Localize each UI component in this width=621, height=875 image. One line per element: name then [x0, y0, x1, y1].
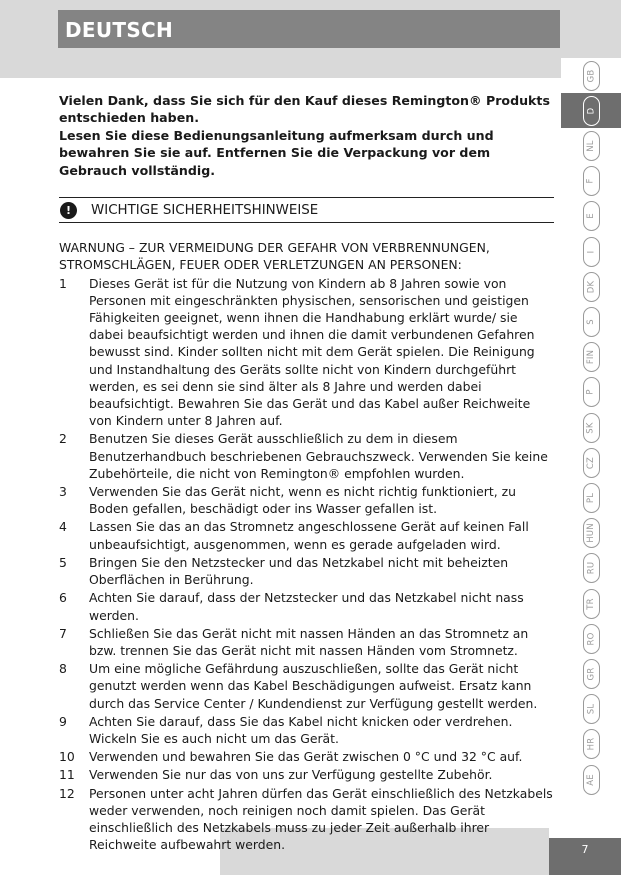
safety-list — [59, 275, 554, 854]
language-tab-d[interactable] — [561, 93, 621, 128]
language-tab-strip — [561, 58, 621, 838]
warning-icon: ! — [60, 202, 77, 219]
safety-item-text: Achten Sie darauf, dass Sie das Kabel nicht knicken oder verdrehen. Wickeln Sie es auch nicht um das Gerät. — [89, 713, 513, 746]
language-tab-label: CZ — [585, 456, 596, 469]
language-tab-oval — [583, 377, 600, 407]
language-tab-oval — [583, 307, 600, 337]
language-tab-dk[interactable] — [568, 269, 614, 304]
language-tab-label: HUN — [586, 523, 597, 543]
language-tab-label: AE — [586, 773, 596, 786]
language-tab-oval — [583, 624, 600, 654]
language-tab-cz[interactable] — [568, 445, 614, 480]
safety-item-text: Verwenden und bewahren Sie das Gerät zwischen 0 °C und 32 °C auf. — [89, 749, 523, 765]
language-tab-pl[interactable] — [568, 480, 614, 515]
language-tab-ae[interactable] — [568, 762, 614, 797]
language-tab-oval — [583, 659, 600, 689]
language-tab-oval — [583, 61, 600, 91]
language-tab-label: E — [585, 213, 596, 220]
language-tab-s[interactable] — [568, 304, 614, 339]
safety-item — [59, 766, 554, 783]
language-tab-oval — [583, 553, 600, 583]
language-tab-i[interactable] — [568, 234, 614, 269]
intro-thanks: Vielen Dank, dass Sie sich für den Kauf dieses Remington® Produkts entschieden haben. — [59, 93, 550, 126]
language-tab-label: SL — [586, 703, 596, 715]
language-tab-oval — [583, 765, 600, 795]
safety-item-text: Um eine mögliche Gefährdung auszuschließen, sollte das Gerät nicht genutzt werden wenn das Kabel Beschädigungen aufweist. Ersatz kann durch das Service Center / Kundendienst zur Verfügung gestellt werden. — [89, 661, 538, 711]
language-tab-gr[interactable] — [568, 656, 614, 691]
safety-item-text: Bringen Sie den Netzstecker und das Netzkabel nicht mit beheizten Oberflächen in Berührung. — [89, 554, 509, 588]
language-tab-hun[interactable] — [568, 516, 614, 551]
safety-item — [59, 625, 554, 659]
language-tab-oval — [583, 413, 600, 443]
safety-item-number: 4 — [59, 519, 67, 535]
language-tab-hr[interactable] — [568, 727, 614, 762]
language-tab-ro[interactable] — [568, 621, 614, 656]
language-tab-label: RO — [586, 632, 596, 646]
language-tab-label: GB — [585, 69, 596, 82]
safety-item — [59, 430, 554, 482]
language-tab-label: PL — [585, 492, 596, 504]
safety-item — [59, 275, 554, 430]
safety-heading-text: WICHTIGE SICHERHEITSHINWEISE — [91, 203, 319, 219]
intro-instructions: Lesen Sie diese Bedienungsanleitung aufmerksam durch und bewahren Sie sie auf. Entfernen Sie die Verpackung vor dem Gebrauch vollständig. — [59, 127, 494, 178]
language-tab-oval — [583, 96, 600, 126]
safety-item — [59, 713, 554, 747]
language-tab-label: S — [585, 319, 596, 325]
language-tab-ru[interactable] — [568, 551, 614, 586]
safety-item — [59, 483, 554, 517]
language-tab-oval — [583, 272, 600, 302]
language-tab-label: SK — [586, 421, 596, 434]
language-tab-sl[interactable] — [568, 692, 614, 727]
language-tab-fin[interactable] — [568, 340, 614, 375]
safety-item-number: 8 — [59, 661, 67, 677]
safety-item-number: 11 — [59, 767, 75, 783]
safety-item-text: Benutzen Sie dieses Gerät ausschließlich zu dem in diesem Benutzerhandbuch beschriebenen Gebrauchszweck. Verwenden Sie keine Zubehörteile, die nicht von Remington® empfohlen wurden. — [89, 431, 548, 481]
safety-item-number: 3 — [59, 484, 67, 500]
safety-item-text: Dieses Gerät ist für die Nutzung von Kindern ab 8 Jahren sowie von Personen mit eingeschränkten physischen, sensorischen und geistigen Fähigkeiten geeignet, wenn ihnen die Handhabung erklärt wurde/ sie dabei beaufsichtigt werden und ihnen die damit verbundenen Gefahren bewusst sind. Kinder sollten nicht mit dem Gerät spielen. Die Reinigung und Instandhaltung des Geräts sollte nicht von Kindern durchgeführt werden, es sei denn sie sind älter als 8 Jahre und werden dabei beaufsichtigt. Bewahren Sie das Gerät und das Kabel außer Reichweite von Kindern unter 8 Jahren auf. — [89, 275, 535, 429]
safety-item-number: 1 — [59, 275, 67, 291]
language-tab-oval — [583, 201, 600, 231]
safety-item — [59, 554, 554, 588]
language-tab-tr[interactable] — [568, 586, 614, 621]
safety-item-text: Verwenden Sie nur das von uns zur Verfügung gestellte Zubehör. — [89, 767, 493, 783]
safety-item-text: Personen unter acht Jahren dürfen das Gerät einschließlich des Netzkabels weder verwenden, noch reinigen noch damit spielen. Das Gerät einschließlich des Netzkabels muss zu jeder Zeit außerhalb ihrer Reichweite aufbewahrt werden. — [89, 785, 553, 853]
language-tab-label: F — [586, 178, 596, 184]
language-title: DEUTSCH — [58, 10, 560, 48]
document-content — [59, 92, 554, 854]
language-tab-label: DK — [586, 280, 596, 293]
safety-item — [59, 660, 554, 712]
language-tab-label: I — [586, 250, 596, 253]
safety-item-number: 10 — [59, 749, 75, 765]
language-tab-oval — [583, 131, 600, 161]
language-tab-label: P — [585, 389, 596, 395]
language-tab-oval — [583, 694, 600, 724]
language-tab-f[interactable] — [568, 164, 614, 199]
language-tab-e[interactable] — [568, 199, 614, 234]
safety-item-number: 12 — [59, 785, 75, 801]
language-tab-oval — [583, 518, 600, 548]
language-tab-gb[interactable] — [568, 58, 614, 93]
language-tab-label: GR — [586, 667, 596, 681]
intro-block — [59, 92, 554, 179]
language-tab-sk[interactable] — [568, 410, 614, 445]
safety-item-text: Achten Sie darauf, dass der Netzstecker und das Netzkabel nicht nass werden. — [89, 590, 524, 623]
safety-item-text: Lassen Sie das an das Stromnetz angeschlossene Gerät auf keinen Fall unbeaufsichtigt, ausgenommen, wenn es gerade aufgeladen wird. — [89, 519, 529, 552]
language-tab-label: D — [586, 107, 596, 115]
safety-item — [59, 518, 554, 552]
warning-statement: WARNUNG – ZUR VERMEIDUNG DER GEFAHR VON VERBRENNUNGEN, STROMSCHLÄGEN, FEUER ODER VERLETZUNGEN AN PERSONEN: — [59, 240, 490, 273]
safety-item-number: 6 — [59, 590, 67, 606]
language-tab-oval — [583, 166, 600, 196]
safety-item-number: 5 — [59, 554, 67, 570]
safety-item — [59, 748, 554, 765]
safety-heading — [59, 197, 554, 223]
safety-item — [59, 589, 554, 623]
language-tab-oval — [583, 729, 600, 759]
language-tab-label: NL — [586, 140, 596, 152]
language-tab-oval — [583, 483, 600, 513]
safety-item-text: Verwenden Sie das Gerät nicht, wenn es nicht richtig funktioniert, zu Boden gefallen, beschädigt oder ins Wasser gefallen ist. — [89, 484, 516, 517]
language-tab-oval — [583, 589, 600, 619]
safety-item-number: 7 — [59, 625, 67, 641]
safety-item-text: Schließen Sie das Gerät nicht mit nassen Händen an das Stromnetz an bzw. trennen Sie das Gerät nicht mit nassen Händen vom Stromnetz. — [89, 625, 529, 658]
language-tab-label: FIN — [585, 349, 596, 365]
safety-item — [59, 785, 554, 854]
language-tab-oval — [583, 237, 600, 267]
page-number: 7 — [549, 838, 621, 875]
safety-item-number: 9 — [59, 713, 67, 729]
language-tab-nl[interactable] — [568, 128, 614, 163]
language-tab-label: RU — [586, 562, 596, 575]
language-tab-oval — [583, 342, 600, 372]
safety-item-number: 2 — [59, 431, 67, 447]
language-tab-oval — [583, 448, 600, 478]
language-tab-label: TR — [586, 597, 596, 610]
language-tab-p[interactable] — [568, 375, 614, 410]
language-tab-label: HR — [585, 737, 596, 751]
